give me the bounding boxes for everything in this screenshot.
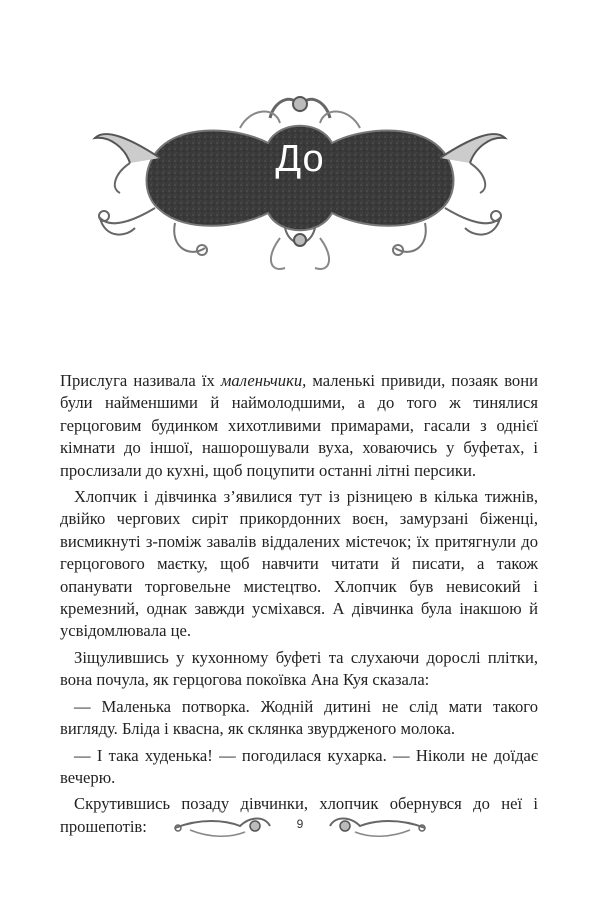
paragraph-text: Прислуга називала їх [60,371,221,390]
dialogue-line: — Маленька потворка. Жодній дитині не слід мати такого вигляду. Бліда і квасна, як склянка звурдженого молока. [60,696,538,739]
page-number: 9 [296,817,304,831]
paragraph-text: маленькі привиди, позаяк вони були найменшими й наймолодшими, а до того ж тинялися герцоговим будинком хихотливими примарами, гасали з однієї кімнати до іншої, нашорошували вуха, ховаючись у буфетах, і прослизали до кухні, щоб поцупити останні літні персики. [60,371,538,480]
paragraph: Хлопчик і дівчинка з’явилися тут із різницею в кілька тижнів, двійко чергових сиріт прикордонних воєн, замурзані біженці, висмикнуті з-поміж завалів віддалених містечок; їх притягнули до герцогового маєтку, щоб навчити читати й писати, а також опанувати торговельне мистецтво. Хлопчик був невисокий і кремезний, однак завжди усміхався. А дівчинка була інакшою й усвідомлювала це. [60,487,538,641]
dialogue-line: — І така худенька! — погодилася кухарка. — Ніколи не доїдає вечерю. [60,745,538,787]
chapter-ornament [90,88,510,278]
chapter-body [60,370,538,842]
paragraph: Зіщулившись у кухонному буфеті та слухаючи дорослі плітки, вона почула, як герцогова покоївка Ана Куя сказала: [60,647,538,690]
emphasis-text: маленьчики, [220,371,307,390]
chapter-title: До [275,138,325,180]
paragraph: Скрутившись позаду дівчинки, хлопчик обернувся до неї і прошепотів: [60,794,538,836]
paragraph [60,370,538,482]
